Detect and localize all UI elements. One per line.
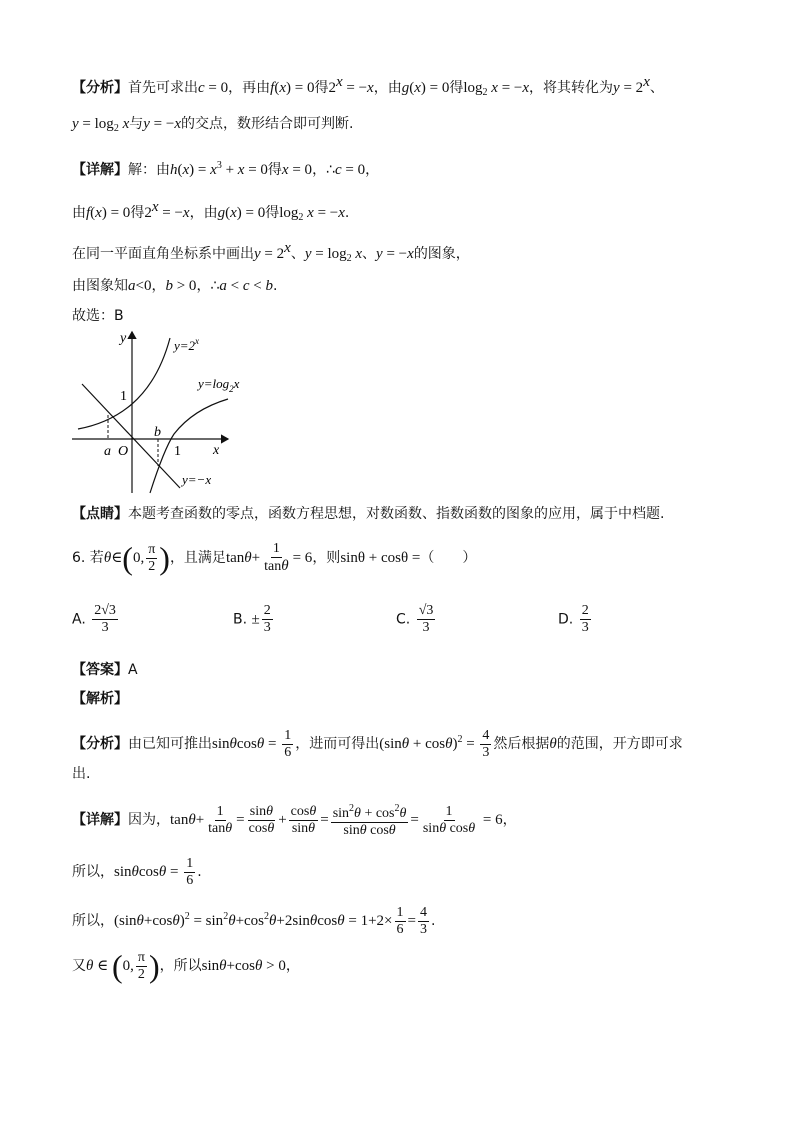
label-exp-curve: $y=2^x$ [174, 336, 200, 353]
option-c[interactable]: C. $\frac{√3}{3}$ [396, 603, 434, 635]
detail2-line3: 所以，$(\sin\theta+\cos\theta)^2 = \sin^2\theta+\cos^2\theta+2\sin\theta\cos\theta = 1+2\times$ $\frac{1}{6}$ = $\frac{4}{3}$ . [72, 904, 436, 937]
label-origin: O [118, 444, 129, 459]
detail1-line2: 由f(x) = 0得$2^x = -x$，由g(x) = 0得$\log_2 x = -x$. [72, 199, 350, 223]
function-graph-figure [70, 328, 260, 498]
label-one-y: 1 [120, 389, 127, 404]
detail1-tag: 【详解】 [72, 162, 128, 178]
detail2-line4: 又θ ∈ (0, $\frac{\pi}{2}$ )，所以sinθ+cosθ > 0， [72, 948, 300, 984]
analysis2-line2: 出. [72, 766, 91, 782]
analysis1-line1: 【分析】首先可求出c = 0，再由f(x) = 0得$2^x = -x$，由g(x) = 0得$\log_2 x = -x$，将其转化为$y = 2^x$、 [72, 74, 664, 98]
comment1-tag: 【点睛】 [72, 506, 128, 522]
detail2-line1: 【详解】因为，tanθ+ $\frac{1}{\tan\theta}$ = $\frac{\sin\theta}{\cos\theta}$ + $\frac{\cos\theta}{\sin\theta}$ = $\frac{\sin^2\theta + \cos^2\theta}{\text{sinθ cosθ}}$ = $\frac{1}{\text{sinθ cosθ}}$ = 6， [72, 803, 517, 838]
label-b: b [154, 425, 161, 440]
detail1-line3: 在同一平面直角坐标系中画出$y = 2^x$、$y = \log_2 x$、y = −x的图象， [72, 240, 470, 264]
answer: 【答案】A [72, 662, 138, 678]
option-a[interactable]: A. $\frac{2√3}{3}$ [72, 603, 116, 635]
detail2-line2: 所以，sinθcosθ = $\frac{1}{6}$ . [72, 855, 202, 888]
detail1-line4: 由图象知a<0，b > 0，∴a < c < b. [72, 278, 278, 294]
comment1: 【点睛】本题考查函数的零点，函数方程思想，对数函数、指数函数的图象的应用，属于中档题. [72, 506, 665, 522]
solution-tag: 【解析】 [72, 691, 128, 707]
option-b[interactable]: B. ± $\frac{2}{3}$ [233, 603, 271, 635]
label-one-x: 1 [174, 444, 181, 459]
detail1-line1: 【详解】解：由$h(x) = x^3 + x = 0$得x = 0，∴c = 0， [72, 160, 380, 178]
analysis1-tag: 【分析】 [72, 80, 128, 96]
label-log-curve: $y=\log_2x$ [198, 376, 240, 394]
detail1-choice: 故选：B [72, 308, 124, 324]
neg-x-line [82, 384, 180, 488]
exp-curve [78, 338, 170, 429]
analysis1-line2: $y = \log_2 x$与y = −x的交点，数形结合即可判断. [72, 116, 354, 134]
question6: 6. 若θ∈(0, $\frac{\pi}{2}$ )，且满足tanθ+ $\frac{1}{\tan\theta}$ = 6，则sinθ + cosθ =（ ） [72, 540, 477, 576]
analysis2-line1: 【分析】由已知可推出sinθcosθ = $\frac{1}{6}$ ，进而可得出$(\sin\theta + \cos\theta)^2$ = $\frac{4}{3}$ 然后根据θ的范围，开方即可求 [72, 727, 683, 760]
option-d[interactable]: D. $\frac{2}{3}$ [558, 603, 589, 635]
label-y: y [120, 331, 127, 346]
label-line: y=−x [182, 472, 212, 487]
label-x: x [213, 443, 220, 458]
label-a: a [104, 444, 111, 459]
